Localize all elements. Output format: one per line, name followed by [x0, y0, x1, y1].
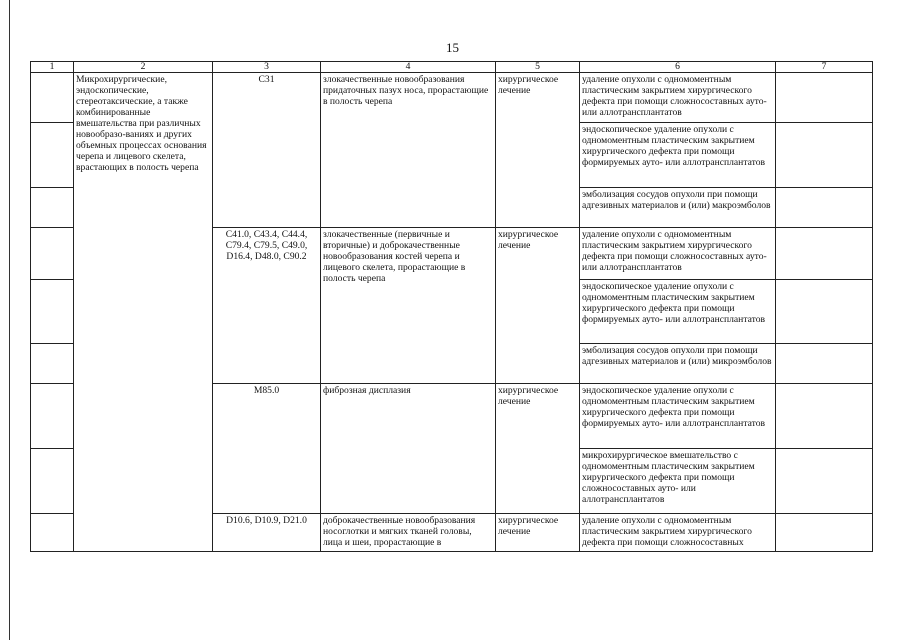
method-cell: удаление опухоли с одномоментным пластическим закрытием хирургического дефекта при помощи сложносоставных ауто- или аллотрансплантатов [580, 228, 776, 280]
cell-col-1 [31, 514, 74, 552]
cell-col-7 [776, 73, 873, 123]
method-cell: удаление опухоли с одномоментным пластическим закрытием хирургического дефекта при помощи сложносоставных ауто- или аллотрансплантатов [580, 73, 776, 123]
method-cell: эндоскопическое удаление опухоли с одномоментным пластическим закрытием хирургического дефекта при помощи формируемых ауто- или аллотрансплантатов [580, 123, 776, 188]
cell-col-1 [31, 73, 74, 123]
method-cell: эмболизация сосудов опухоли при помощи адгезивных материалов и (или) макроэмболов [580, 188, 776, 228]
cell-col-1 [31, 344, 74, 384]
cell-col-7 [776, 228, 873, 280]
treatment-cell: хирургическое лечение [496, 384, 580, 514]
cell-col-1 [31, 384, 74, 449]
diagnosis-codes-cell: D10.6, D10.9, D21.0 [213, 514, 321, 552]
cell-col-7 [776, 188, 873, 228]
header-col-3: 3 [213, 62, 321, 73]
procedures-table [30, 61, 873, 552]
method-cell: удаление опухоли с одномоментным пластическим закрытием хирургического дефекта при помощи сложносоставных [580, 514, 776, 552]
page-margin-rule [9, 0, 10, 640]
treatment-cell: хирургическое лечение [496, 73, 580, 228]
header-col-4: 4 [321, 62, 496, 73]
cell-col-7 [776, 449, 873, 514]
page-number: 15 [446, 40, 459, 55]
diagnosis-codes-cell: C41.0, C43.4, C44.4, C79.4, C79.5, C49.0, D16.4, D48.0, C90.2 [213, 228, 321, 384]
diagnosis-cell: злокачественные новообразования придаточных пазух носа, прорастающие в полость черепа [321, 73, 496, 228]
intervention-type-cell: Микрохирургические, эндоскопические, стереотаксические, а также комбинированные вмешательства при различных новообразо-ваниях и других объемных процессах основания черепа и лицевого скелета, врастающих в полость черепа [74, 73, 213, 552]
method-cell: эндоскопическое удаление опухоли с одномоментным пластическим закрытием хирургического дефекта при помощи формируемых ауто- или аллотрансплантатов [580, 280, 776, 344]
diagnosis-codes-cell: C31 [213, 73, 321, 228]
cell-col-7 [776, 344, 873, 384]
cell-col-7 [776, 514, 873, 552]
diagnosis-cell: доброкачественные новообразования носоглотки и мягких тканей головы, лица и шеи, прорастающие в [321, 514, 496, 552]
cell-col-1 [31, 449, 74, 514]
header-row [31, 62, 873, 73]
method-cell: эндоскопическое удаление опухоли с одномоментным пластическим закрытием хирургического дефекта при помощи формируемых ауто- или аллотрансплантатов [580, 384, 776, 449]
header-col-5: 5 [496, 62, 580, 73]
cell-col-7 [776, 280, 873, 344]
cell-col-7 [776, 123, 873, 188]
method-cell: эмболизация сосудов опухоли при помощи адгезивных материалов и (или) микроэмболов [580, 344, 776, 384]
header-col-2: 2 [74, 62, 213, 73]
treatment-cell: хирургическое лечение [496, 228, 580, 384]
diagnosis-cell: злокачественные (первичные и вторичные) и доброкачественные новообразования костей черепа и лицевого скелета, прорастающие в полость черепа [321, 228, 496, 384]
header-col-6: 6 [580, 62, 776, 73]
cell-col-1 [31, 228, 74, 280]
cell-col-1 [31, 280, 74, 344]
diagnosis-codes-cell: M85.0 [213, 384, 321, 514]
diagnosis-cell: фиброзная дисплазия [321, 384, 496, 514]
table-row [31, 73, 873, 123]
treatment-cell: хирургическое лечение [496, 514, 580, 552]
header-col-1: 1 [31, 62, 74, 73]
cell-col-1 [31, 123, 74, 188]
method-cell: микрохирургическое вмешательство с одномоментным пластическим закрытием хирургического дефекта при помощи сложносоставных ауто- или аллотрансплантатов [580, 449, 776, 514]
cell-col-1 [31, 188, 74, 228]
cell-col-7 [776, 384, 873, 449]
header-col-7: 7 [776, 62, 873, 73]
